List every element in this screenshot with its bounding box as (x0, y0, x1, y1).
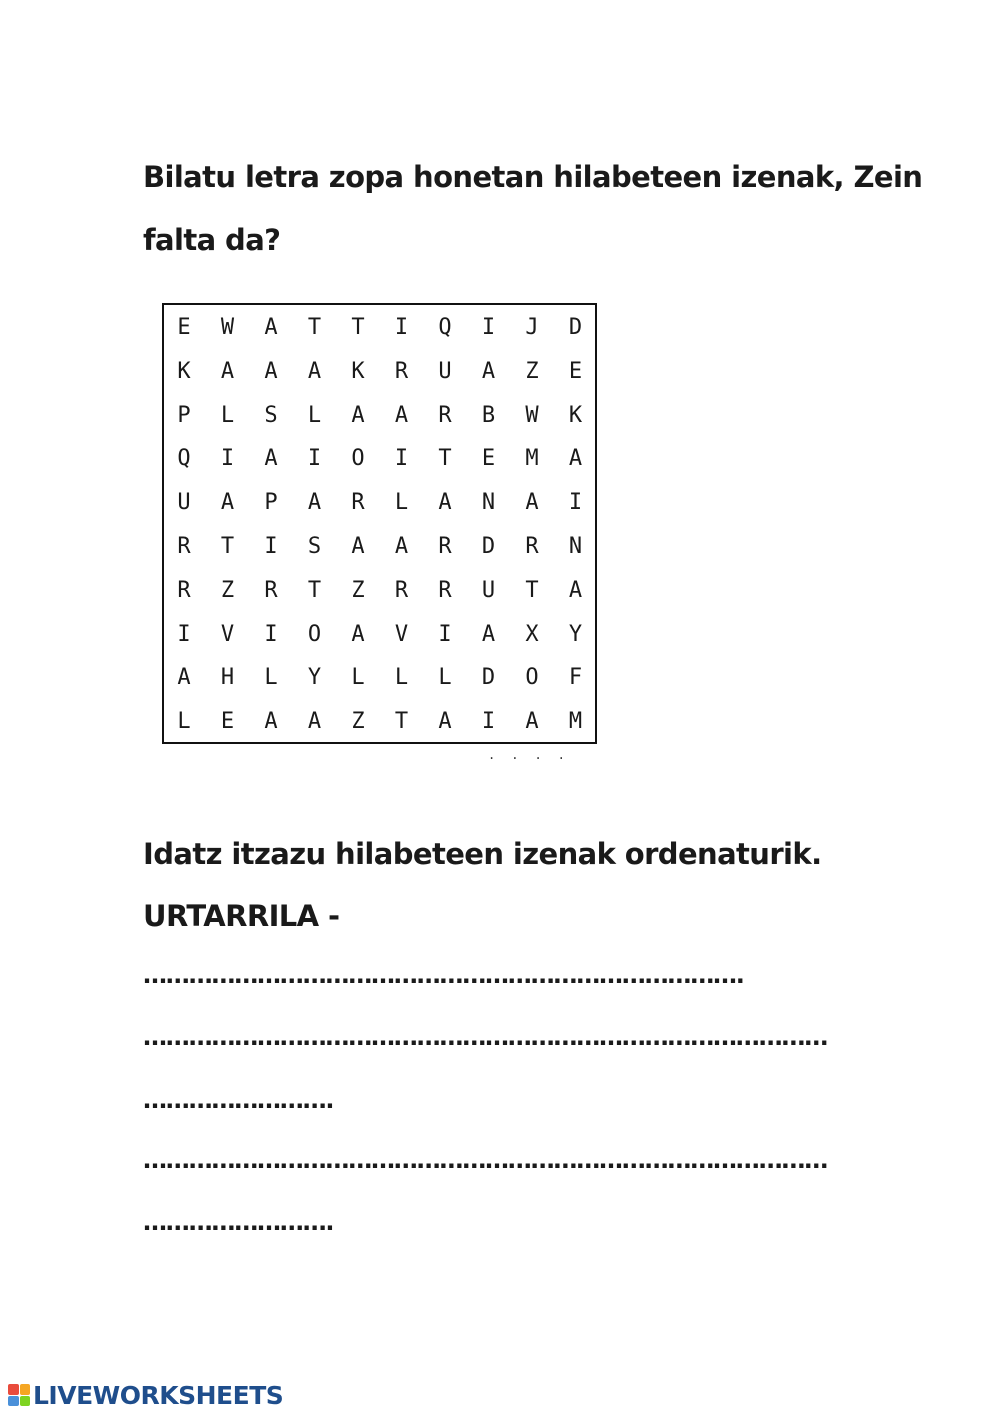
grid-letter[interactable]: R (177, 534, 191, 559)
logo-square-icon (8, 1384, 19, 1395)
grid-letter[interactable]: Z (351, 577, 365, 603)
grid-letter[interactable]: O (351, 446, 365, 472)
grid-letter[interactable]: A (307, 358, 322, 384)
grid-letter[interactable]: K (177, 358, 191, 384)
grid-letter[interactable]: A (264, 315, 278, 340)
grid-letter[interactable]: L (177, 709, 191, 735)
grid-letter[interactable]: I (220, 446, 235, 472)
grid-letter[interactable]: Z (220, 577, 235, 603)
grid-letter[interactable]: U (177, 490, 191, 516)
grid-letter[interactable]: A (264, 709, 278, 735)
grid-letter[interactable]: X (525, 621, 539, 647)
grid-letter[interactable]: I (264, 534, 278, 559)
grid-letter[interactable]: S (307, 534, 322, 559)
grid-letter[interactable]: T (307, 315, 322, 340)
grid-letter[interactable]: A (568, 446, 583, 472)
grid-letter[interactable]: A (220, 358, 235, 384)
liveworksheets-logo-icon (8, 1384, 30, 1406)
grid-letter[interactable]: T (438, 446, 452, 472)
grid-letter[interactable]: R (177, 577, 191, 603)
logo-square-icon (8, 1396, 19, 1407)
grid-letter[interactable]: Z (351, 709, 365, 735)
grid-letter[interactable]: W (220, 315, 235, 340)
grid-letter[interactable]: N (568, 534, 583, 559)
grid-letter[interactable]: M (568, 709, 583, 735)
grid-letter[interactable]: A (438, 490, 452, 516)
grid-letter[interactable]: Q (177, 446, 191, 472)
grid-letter[interactable]: P (177, 402, 191, 428)
instruction-line-2: falta da? (143, 223, 281, 257)
grid-letter[interactable]: L (220, 402, 235, 428)
grid-letter[interactable]: L (438, 665, 452, 691)
grid-letter[interactable]: A (264, 446, 278, 472)
grid-letter[interactable]: L (394, 665, 409, 691)
grid-letter[interactable]: I (177, 621, 191, 647)
grid-letter[interactable]: O (307, 621, 322, 647)
grid-letter[interactable]: Q (438, 315, 452, 340)
logo-square-icon (20, 1396, 31, 1407)
grid-letter[interactable]: T (307, 577, 322, 603)
grid-letter[interactable]: A (307, 490, 322, 516)
grid-letter[interactable]: A (394, 402, 409, 428)
grid-letter[interactable]: B (481, 402, 496, 428)
grid-letter[interactable]: J (525, 315, 539, 340)
grid-letter[interactable]: T (394, 709, 409, 735)
grid-letter[interactable]: Y (307, 665, 322, 691)
grid-letter[interactable]: Y (568, 621, 583, 647)
grid-letter[interactable]: D (568, 315, 583, 340)
first-month-label: URTARRILA - (143, 899, 340, 933)
grid-letter[interactable]: L (394, 490, 409, 516)
grid-trailing-marks: .... (488, 748, 581, 762)
grid-letter[interactable]: T (525, 577, 539, 603)
grid-letter[interactable]: R (351, 490, 365, 516)
grid-letter[interactable]: U (481, 577, 496, 603)
grid-letter[interactable]: Z (525, 358, 539, 384)
grid-letter[interactable]: W (525, 402, 539, 428)
grid-letter[interactable]: V (220, 621, 235, 647)
grid-letter[interactable]: A (351, 534, 365, 559)
grid-letter[interactable]: A (394, 534, 409, 559)
grid-letter[interactable]: D (481, 665, 496, 691)
grid-letter[interactable]: A (525, 490, 539, 516)
grid-letter[interactable]: A (481, 358, 496, 384)
grid-letter[interactable]: R (525, 534, 539, 559)
grid-letter[interactable]: E (568, 358, 583, 384)
grid-letter[interactable]: I (568, 490, 583, 516)
grid-letter[interactable]: H (220, 665, 235, 691)
instruction-line-1: Bilatu letra zopa honetan hilabeteen izenak, Zein (143, 160, 923, 194)
grid-letter[interactable]: R (264, 577, 278, 603)
grid-letter[interactable]: L (264, 665, 278, 691)
answer-blank-line[interactable]: ……………………………………………………………………………… (143, 1146, 828, 1174)
grid-letter[interactable]: I (394, 446, 409, 472)
grid-letter[interactable]: N (481, 490, 496, 516)
grid-letter[interactable]: K (351, 358, 365, 384)
grid-letter[interactable]: F (568, 665, 583, 691)
grid-letter[interactable]: A (568, 577, 583, 603)
grid-letter[interactable]: R (438, 534, 452, 559)
grid-letter[interactable]: A (481, 621, 496, 647)
answer-blank-line[interactable]: ……………………. (143, 1208, 334, 1236)
grid-letter[interactable]: R (394, 577, 409, 603)
grid-letter[interactable]: O (525, 665, 539, 691)
grid-letter[interactable]: I (481, 315, 496, 340)
grid-letter[interactable]: U (438, 358, 452, 384)
grid-letter[interactable]: I (307, 446, 322, 472)
grid-letter[interactable]: A (177, 665, 191, 691)
grid-letter[interactable]: E (177, 315, 191, 340)
grid-letter[interactable]: I (438, 621, 452, 647)
grid-letter[interactable]: A (438, 709, 452, 735)
grid-letter[interactable]: R (438, 402, 452, 428)
grid-letter[interactable]: R (438, 577, 452, 603)
answer-blank-line[interactable]: ……………………………………………………………………………… (143, 1023, 828, 1051)
grid-letter[interactable]: M (525, 446, 539, 472)
grid-letter[interactable]: I (481, 709, 496, 735)
grid-letter[interactable]: A (351, 402, 365, 428)
grid-letter[interactable]: A (525, 709, 539, 735)
footer-brand[interactable] (8, 1381, 283, 1409)
grid-letter[interactable]: I (394, 315, 409, 340)
grid-letter[interactable]: T (351, 315, 365, 340)
grid-letter[interactable]: L (351, 665, 365, 691)
answer-blank-line[interactable]: ……………………………………………………………………. (143, 961, 744, 989)
grid-letter[interactable]: A (264, 358, 278, 384)
grid-letter[interactable]: S (264, 402, 278, 428)
grid-letter[interactable]: A (351, 621, 365, 647)
logo-square-icon (20, 1384, 31, 1395)
grid-letter[interactable]: K (568, 402, 583, 428)
grid-letter[interactable]: E (220, 709, 235, 735)
grid-letter[interactable]: L (307, 402, 322, 428)
grid-letter[interactable]: T (220, 534, 235, 559)
grid-letter[interactable]: E (481, 446, 496, 472)
brand-name: LIVEWORKSHEETS (33, 1380, 284, 1410)
grid-letter[interactable]: R (394, 358, 409, 384)
grid-letter[interactable]: D (481, 534, 496, 559)
word-search-grid (162, 303, 597, 744)
grid-letter[interactable]: P (264, 490, 278, 516)
grid-letter[interactable]: A (307, 709, 322, 735)
grid-letter[interactable]: V (394, 621, 409, 647)
order-instruction: Idatz itzazu hilabeteen izenak ordenaturik. (143, 837, 822, 871)
grid-letter[interactable]: A (220, 490, 235, 516)
answer-blank-line[interactable]: ……………………. (143, 1086, 334, 1114)
grid-letter[interactable]: I (264, 621, 278, 647)
